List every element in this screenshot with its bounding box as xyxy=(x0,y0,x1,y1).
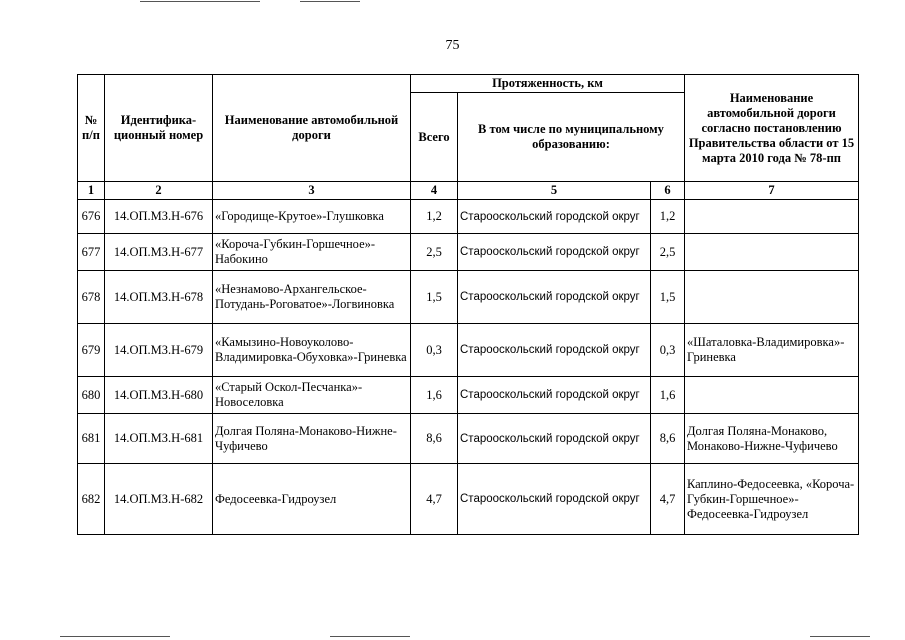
row-decree-name: Каплино-Федосеевка, «Короча-Губкин-Горшечное»-Федосеевка-Гидроузел xyxy=(685,464,859,535)
header-municipality: В том числе по муниципальному образованию: xyxy=(458,93,685,182)
row-municipality: Старооскольский городской округ xyxy=(458,464,651,535)
row-id: 14.ОП.МЗ.Н-676 xyxy=(105,200,213,234)
header-id: Идентифика-ционный номер xyxy=(105,75,213,182)
row-id: 14.ОП.МЗ.Н-678 xyxy=(105,271,213,324)
row-muni-length: 1,2 xyxy=(651,200,685,234)
scan-edge-mark xyxy=(810,636,870,637)
column-number: 7 xyxy=(685,182,859,200)
row-num: 682 xyxy=(78,464,105,535)
row-num: 676 xyxy=(78,200,105,234)
row-municipality: Старооскольский городской округ xyxy=(458,234,651,271)
row-road-name: «Незнамово-Архангельское-Потудань-Роговатое»-Логвиновка xyxy=(213,271,411,324)
column-number: 6 xyxy=(651,182,685,200)
row-road-name: «Старый Оскол-Песчанка»-Новоселовка xyxy=(213,377,411,414)
row-total: 1,5 xyxy=(411,271,458,324)
row-municipality: Старооскольский городской округ xyxy=(458,271,651,324)
row-num: 680 xyxy=(78,377,105,414)
column-number: 1 xyxy=(78,182,105,200)
row-municipality: Старооскольский городской округ xyxy=(458,377,651,414)
row-municipality: Старооскольский городской округ xyxy=(458,414,651,464)
scan-edge-mark xyxy=(60,636,170,637)
row-id: 14.ОП.МЗ.Н-677 xyxy=(105,234,213,271)
roads-table xyxy=(77,74,859,535)
column-number: 2 xyxy=(105,182,213,200)
column-number: 5 xyxy=(458,182,651,200)
row-decree-name: «Шаталовка-Владимировка»-Гриневка xyxy=(685,324,859,377)
row-muni-length: 0,3 xyxy=(651,324,685,377)
header-num: № п/п xyxy=(78,75,105,182)
row-road-name: Долгая Поляна-Монаково-Нижне-Чуфичево xyxy=(213,414,411,464)
row-municipality: Старооскольский городской округ xyxy=(458,200,651,234)
table-row xyxy=(78,200,859,234)
row-muni-length: 2,5 xyxy=(651,234,685,271)
row-num: 678 xyxy=(78,271,105,324)
row-road-name: «Короча-Губкин-Горшечное»-Набокино xyxy=(213,234,411,271)
header-decree-name: Наименование автомобильной дороги согласно постановлению Правительства области от 15 марта 2010 года № 78-пп xyxy=(685,75,859,182)
row-num: 677 xyxy=(78,234,105,271)
table-row xyxy=(78,377,859,414)
row-total: 1,6 xyxy=(411,377,458,414)
scan-edge-mark xyxy=(330,636,410,637)
row-id: 14.ОП.МЗ.Н-681 xyxy=(105,414,213,464)
row-decree-name: Долгая Поляна-Монаково, Монаково-Нижне-Чуфичево xyxy=(685,414,859,464)
row-decree-name xyxy=(685,377,859,414)
header-road-name: Наименование автомобильной дороги xyxy=(213,75,411,182)
header-total: Всего xyxy=(411,93,458,182)
row-total: 2,5 xyxy=(411,234,458,271)
column-number: 3 xyxy=(213,182,411,200)
header-row xyxy=(78,75,859,93)
row-municipality: Старооскольский городской округ xyxy=(458,324,651,377)
row-total: 4,7 xyxy=(411,464,458,535)
row-muni-length: 4,7 xyxy=(651,464,685,535)
row-decree-name xyxy=(685,200,859,234)
column-number-row xyxy=(78,182,859,200)
row-total: 8,6 xyxy=(411,414,458,464)
row-road-name: «Камызино-Новоуколово-Владимировка-Обуховка»-Гриневка xyxy=(213,324,411,377)
row-muni-length: 8,6 xyxy=(651,414,685,464)
table-row xyxy=(78,414,859,464)
scan-edge-mark xyxy=(140,1,260,2)
column-number: 4 xyxy=(411,182,458,200)
row-id: 14.ОП.МЗ.Н-682 xyxy=(105,464,213,535)
row-id: 14.ОП.МЗ.Н-680 xyxy=(105,377,213,414)
row-decree-name xyxy=(685,234,859,271)
table-row xyxy=(78,234,859,271)
row-total: 0,3 xyxy=(411,324,458,377)
row-muni-length: 1,5 xyxy=(651,271,685,324)
row-muni-length: 1,6 xyxy=(651,377,685,414)
row-num: 679 xyxy=(78,324,105,377)
row-road-name: «Городище-Крутое»-Глушковка xyxy=(213,200,411,234)
header-length-group: Протяженность, км xyxy=(411,75,685,93)
page-number: 75 xyxy=(445,38,460,53)
row-num: 681 xyxy=(78,414,105,464)
table-row xyxy=(78,464,859,535)
row-id: 14.ОП.МЗ.Н-679 xyxy=(105,324,213,377)
table-row xyxy=(78,271,859,324)
table-row xyxy=(78,324,859,377)
row-decree-name xyxy=(685,271,859,324)
row-road-name: Федосеевка-Гидроузел xyxy=(213,464,411,535)
row-total: 1,2 xyxy=(411,200,458,234)
scan-edge-mark xyxy=(300,1,360,2)
